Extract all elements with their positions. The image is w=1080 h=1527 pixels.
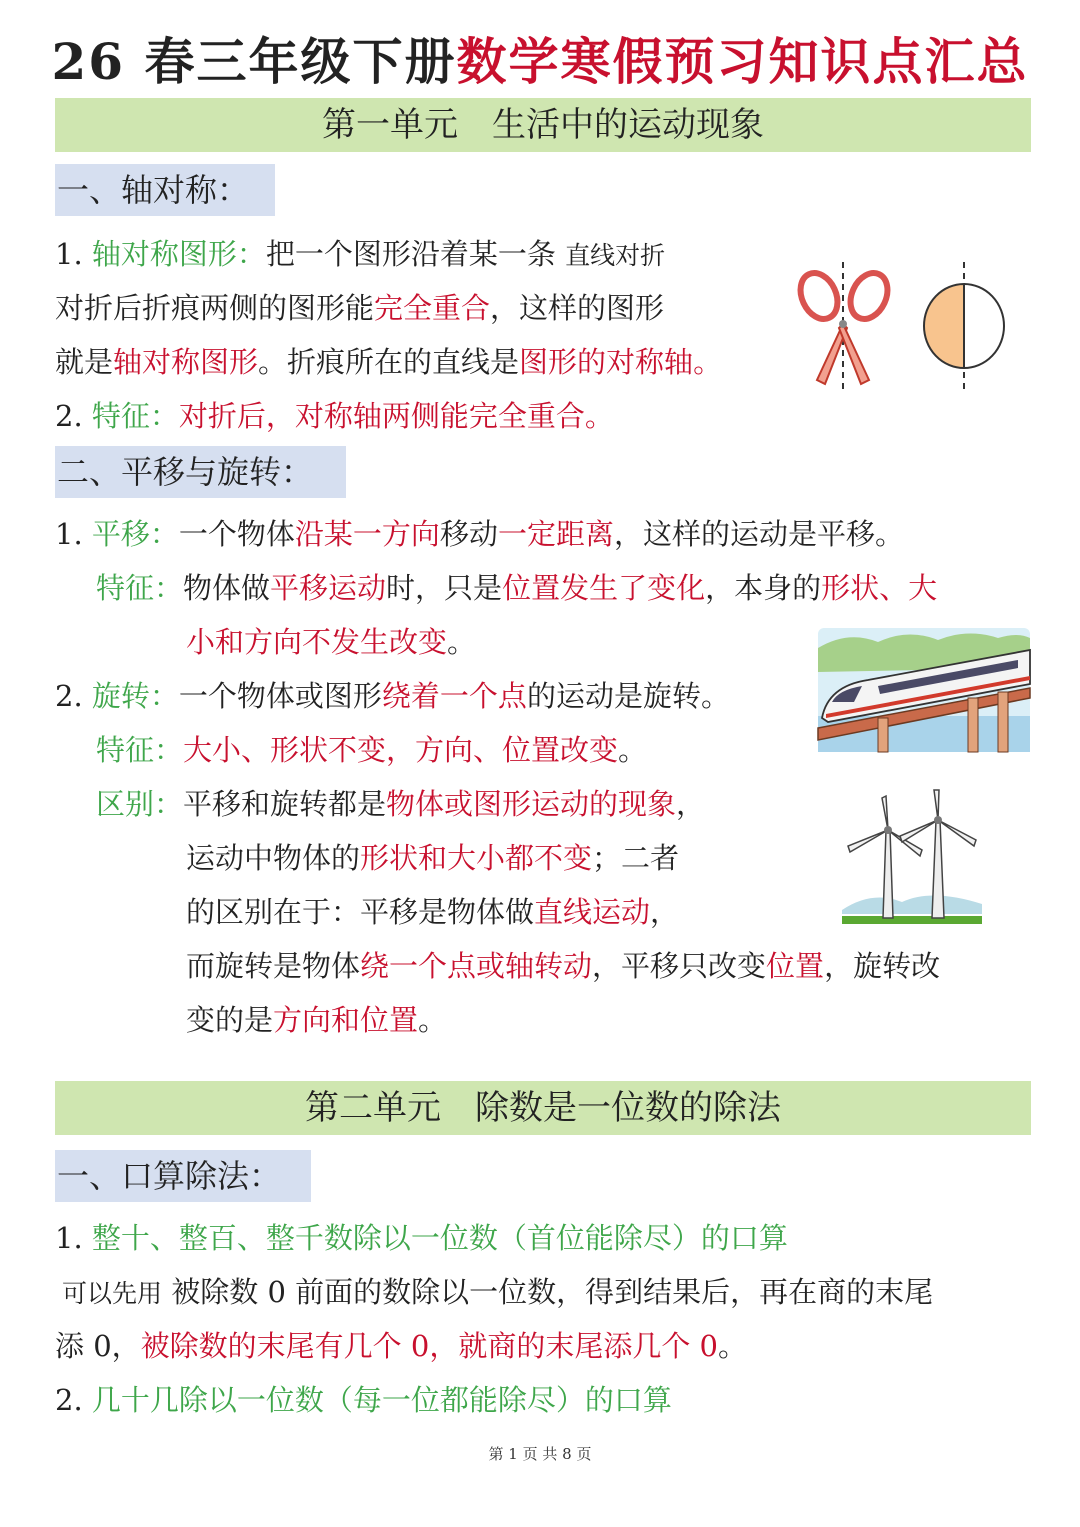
text: 。: [447, 625, 477, 659]
text: 平移和旋转都是: [183, 787, 387, 821]
title-black: 26 春三年级下册: [51, 32, 457, 91]
text: 。: [618, 733, 648, 767]
num: 2.: [55, 679, 92, 713]
u1s1-line4: [55, 398, 614, 434]
text: 变的是: [186, 1003, 274, 1037]
highlight: 位置: [766, 949, 825, 983]
num: 1.: [55, 1221, 92, 1255]
u1s2-line7: [186, 840, 679, 876]
term: 特征：: [96, 571, 184, 605]
unit1-sec1-heading: 一、轴对称：: [55, 164, 275, 216]
text: 物体做: [183, 571, 271, 605]
text: 而旋转是物体: [186, 949, 361, 983]
text: 。折痕所在的直线是: [258, 345, 520, 379]
highlight: 小和方向不发生改变: [186, 625, 448, 659]
title-red: 数学寒假预习知识点汇总: [456, 32, 1029, 91]
u1s2-line4: [55, 678, 730, 714]
half-circle-icon: [920, 262, 1010, 392]
text: 。: [718, 1329, 748, 1363]
text: 时，只是: [386, 571, 503, 605]
u1s1-line1: [55, 236, 665, 274]
text: ，: [650, 895, 680, 929]
highlight: 直线运动: [534, 895, 651, 929]
term: 区别：: [96, 787, 184, 821]
u1s2-line3: [186, 624, 476, 660]
text: 。: [584, 399, 614, 433]
num: 2.: [55, 399, 92, 433]
term: 几十几除以一位数（每一位都能除尽）的口算: [91, 1383, 672, 1417]
highlight: 形状、大: [821, 571, 938, 605]
term: 轴对称图形：: [91, 237, 266, 271]
text: ，这样的运动是平移。: [613, 517, 904, 551]
unit2-heading: 第二单元 除数是一位数的除法: [55, 1081, 1031, 1135]
num: 1.: [55, 237, 92, 271]
u2s1-line3: [55, 1328, 747, 1364]
u2s1-line2: [62, 1274, 933, 1312]
text: 的运动是旋转。: [526, 679, 730, 713]
text: 。: [418, 1003, 448, 1037]
term: 特征：: [91, 399, 179, 433]
u1s2-line1: [55, 516, 904, 552]
windmill-icon: [842, 790, 982, 926]
u2s1-line4: [55, 1382, 672, 1418]
u1s2-line8: [186, 894, 679, 930]
highlight: 方向和位置: [273, 1003, 419, 1037]
num: 1.: [55, 517, 92, 551]
u1s2-line6: [96, 786, 705, 822]
u1s2-line5: [96, 732, 647, 768]
text: 直线对折: [565, 241, 666, 270]
text: 运动中物体的: [186, 841, 361, 875]
u1s1-line2: [55, 290, 664, 326]
text: ，: [676, 787, 706, 821]
highlight: 图形的对称轴: [519, 345, 694, 379]
text: ，这样的图形: [490, 291, 665, 325]
term: 平移：: [91, 517, 179, 551]
text: 的区别在于：平移是物体做: [186, 895, 535, 929]
highlight: 沿某一方向: [294, 517, 440, 551]
highlight: 大小、形状不变，方向、位置改变: [183, 733, 619, 767]
unit1-sec2-heading: 二、平移与旋转：: [55, 446, 346, 498]
highlight: 轴对称图形: [113, 345, 259, 379]
text: ；二者: [592, 841, 680, 875]
text: ，本身的: [705, 571, 822, 605]
u2s1-line1: [55, 1220, 788, 1256]
text: 可以先用: [62, 1279, 163, 1308]
text: 添 0，: [55, 1329, 141, 1363]
num: 2.: [55, 1383, 92, 1417]
unit1-heading: 第一单元 生活中的运动现象: [55, 98, 1031, 152]
scissors-icon: [795, 262, 895, 392]
u1s2-line2: [96, 570, 937, 606]
term: 特征：: [96, 733, 184, 767]
unit2-sec1-heading: 一、口算除法：: [55, 1150, 311, 1202]
text: 。: [693, 345, 723, 379]
highlight: 绕一个点或轴转动: [360, 949, 593, 983]
highlight: 平移运动: [270, 571, 387, 605]
u1s2-line9: [186, 948, 940, 984]
page-title: [0, 22, 1080, 94]
text: 就是: [55, 345, 114, 379]
term: 旋转：: [91, 679, 179, 713]
u1s2-line10: [186, 1002, 447, 1038]
highlight: 对折后，对称轴两侧能完全重合: [178, 399, 585, 433]
text: ，平移只改变: [592, 949, 767, 983]
text: 被除数 0 前面的数除以一位数，得到结果后，再在商的末尾: [171, 1275, 934, 1309]
highlight: 位置发生了变化: [502, 571, 706, 605]
text: 把一个图形沿着某一条: [265, 237, 556, 271]
highlight: 一定距离: [497, 517, 614, 551]
text: 一个物体或图形: [178, 679, 382, 713]
text: 一个物体: [178, 517, 295, 551]
train-icon: [818, 628, 1030, 752]
highlight: 完全重合: [374, 291, 491, 325]
u1s1-line3: [55, 344, 722, 380]
text: 移动: [439, 517, 498, 551]
highlight: 绕着一个点: [381, 679, 527, 713]
term: 整十、整百、整千数除以一位数（首位能除尽）的口算: [91, 1221, 788, 1255]
highlight: 物体或图形运动的现象: [386, 787, 677, 821]
text: 对折后折痕两侧的图形能: [55, 291, 375, 325]
highlight: 被除数的末尾有几个 0，就商的末尾添几个 0: [140, 1329, 719, 1363]
highlight: 形状和大小都不变: [360, 841, 593, 875]
page-footer: 第 1 页 共 8 页: [488, 1445, 592, 1463]
text: ，旋转改: [824, 949, 941, 983]
